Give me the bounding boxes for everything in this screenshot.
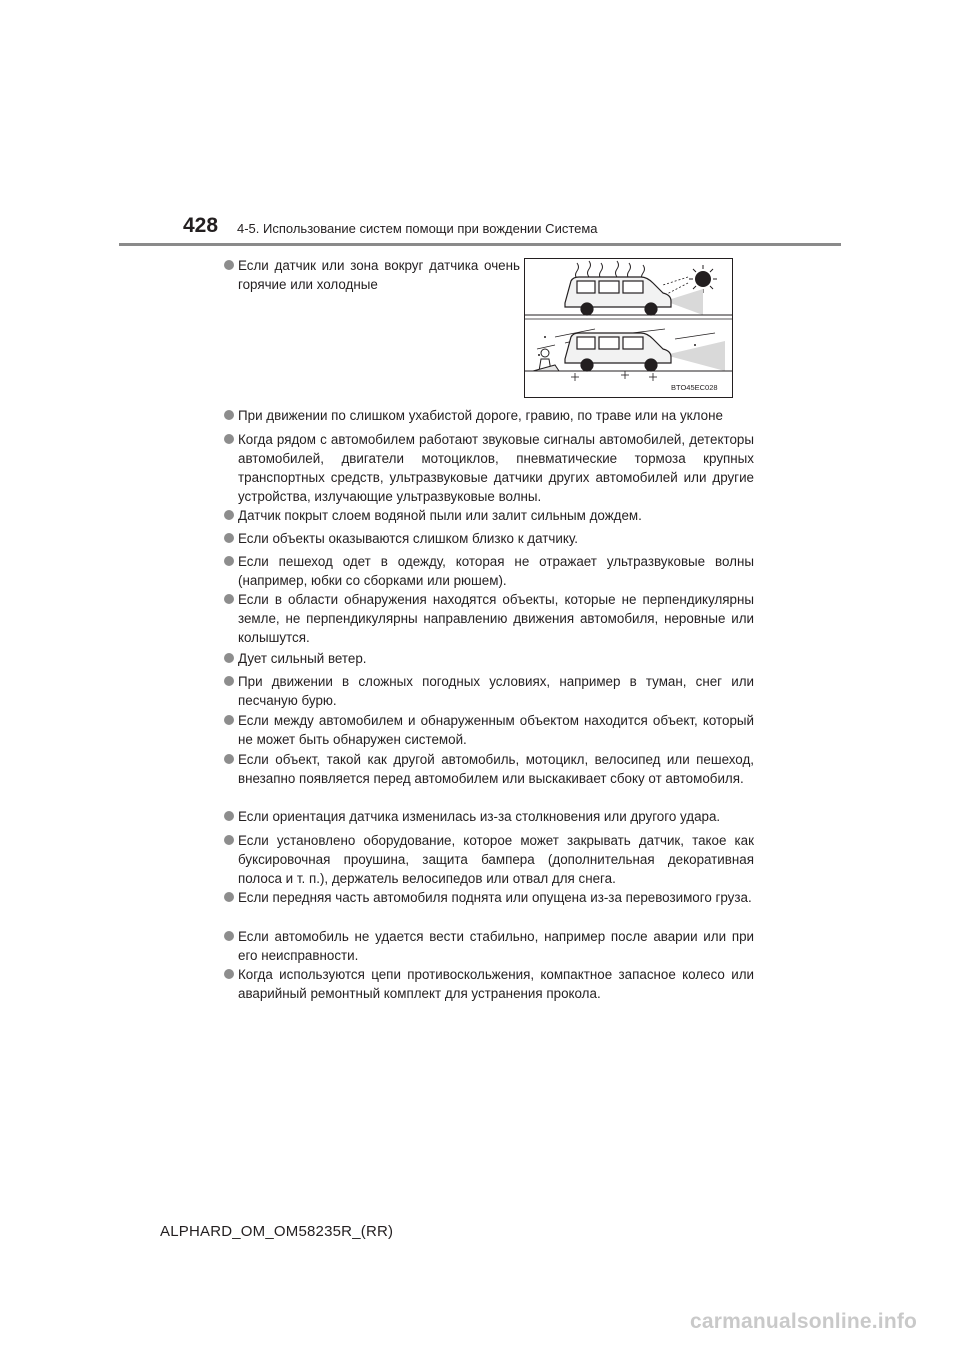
list-item: Если автомобиль не удается вести стабильно, например после аварии или при его неисправности.: [224, 927, 754, 965]
bullet-icon: [224, 754, 234, 764]
bullet-icon: [224, 556, 234, 566]
bullet-icon: [224, 715, 234, 725]
list-item: Если между автомобилем и обнаруженным объектом находится объект, который не может быть обнаружен системой.: [224, 711, 754, 749]
watermark: carmanualsonline.info: [690, 1310, 918, 1333]
vehicle-icon: [565, 333, 671, 371]
bullet-icon: [224, 653, 234, 663]
illustration-code: BTO45EC028: [671, 383, 718, 392]
bullet-icon: [224, 594, 234, 604]
list-item: Если пешеход одет в одежду, которая не отражает ультразвуковые волны (например, юбки со сборками или рюшем).: [224, 552, 754, 590]
list-item: При движении по слишком ухабистой дороге, гравию, по траве или на уклоне: [224, 406, 754, 425]
list-item: Дует сильный ветер.: [224, 649, 754, 668]
list-item: Датчик покрыт слоем водяной пыли или залит сильным дождем.: [224, 506, 754, 525]
vehicle-icon: [565, 277, 671, 315]
list-item: Если передняя часть автомобиля поднята или опущена из-за перевозимого груза.: [224, 888, 754, 907]
person-icon: [533, 349, 559, 371]
sensor-conditions-illustration: [524, 258, 733, 398]
sun-icon: [663, 265, 717, 295]
bullet-icon: [224, 931, 234, 941]
list-item: Если объект, такой как другой автомобиль, мотоцикл, велосипед или пешеход, внезапно появляется перед автомобилем или выскакивает сбоку от автомобиля.: [224, 750, 754, 788]
section-title: 4-5. Использование систем помощи при вождении Система: [237, 221, 598, 236]
bullet-icon: [224, 969, 234, 979]
bullet-icon: [224, 892, 234, 902]
list-item: При движении в сложных погодных условиях, например в туман, снег или песчаную бурю.: [224, 672, 754, 710]
list-item: Когда рядом с автомобилем работают звуковые сигналы автомобилей, детекторы автомобилей, двигатели мотоциклов, пневматические тормоза крупных транспортных средств, ультразвуковые датчики других автомобилей или другие устройства, излучающие ультразвуковые волны.: [224, 430, 754, 506]
bullet-icon: [224, 811, 234, 821]
bullet-icon: [224, 676, 234, 686]
snowflake-icon: [571, 371, 657, 381]
list-item: Если датчик или зона вокруг датчика очень горячие или холодные: [224, 256, 520, 294]
bullet-icon: [224, 260, 234, 270]
list-item: Если установлено оборудование, которое может закрывать датчик, такое как буксировочная проушина, защита бампера (дополнительная декоративная полоса и т. п.), держатель велосипедов или отвал для снега.: [224, 831, 754, 888]
document-code: ALPHARD_OM_OM58235R_(RR): [160, 1223, 394, 1240]
bullet-icon: [224, 835, 234, 845]
header-divider: [119, 243, 841, 246]
list-item: Если объекты оказываются слишком близко к датчику.: [224, 529, 754, 548]
bullet-icon: [224, 434, 234, 444]
bullet-icon: [224, 510, 234, 520]
list-item: Если ориентация датчика изменилась из-за столкновения или другого удара.: [224, 807, 754, 826]
list-item: Когда используются цепи противоскольжения, компактное запасное колесо или аварийный ремонтный комплект для устранения прокола.: [224, 965, 754, 1003]
page-number: 428: [183, 214, 219, 237]
bullet-icon: [224, 533, 234, 543]
list-item: Если в области обнаружения находятся объекты, которые не перпендикулярны земле, не перпендикулярны направлению движения автомобиля, неровные или колышутся.: [224, 590, 754, 647]
bullet-icon: [224, 410, 234, 420]
